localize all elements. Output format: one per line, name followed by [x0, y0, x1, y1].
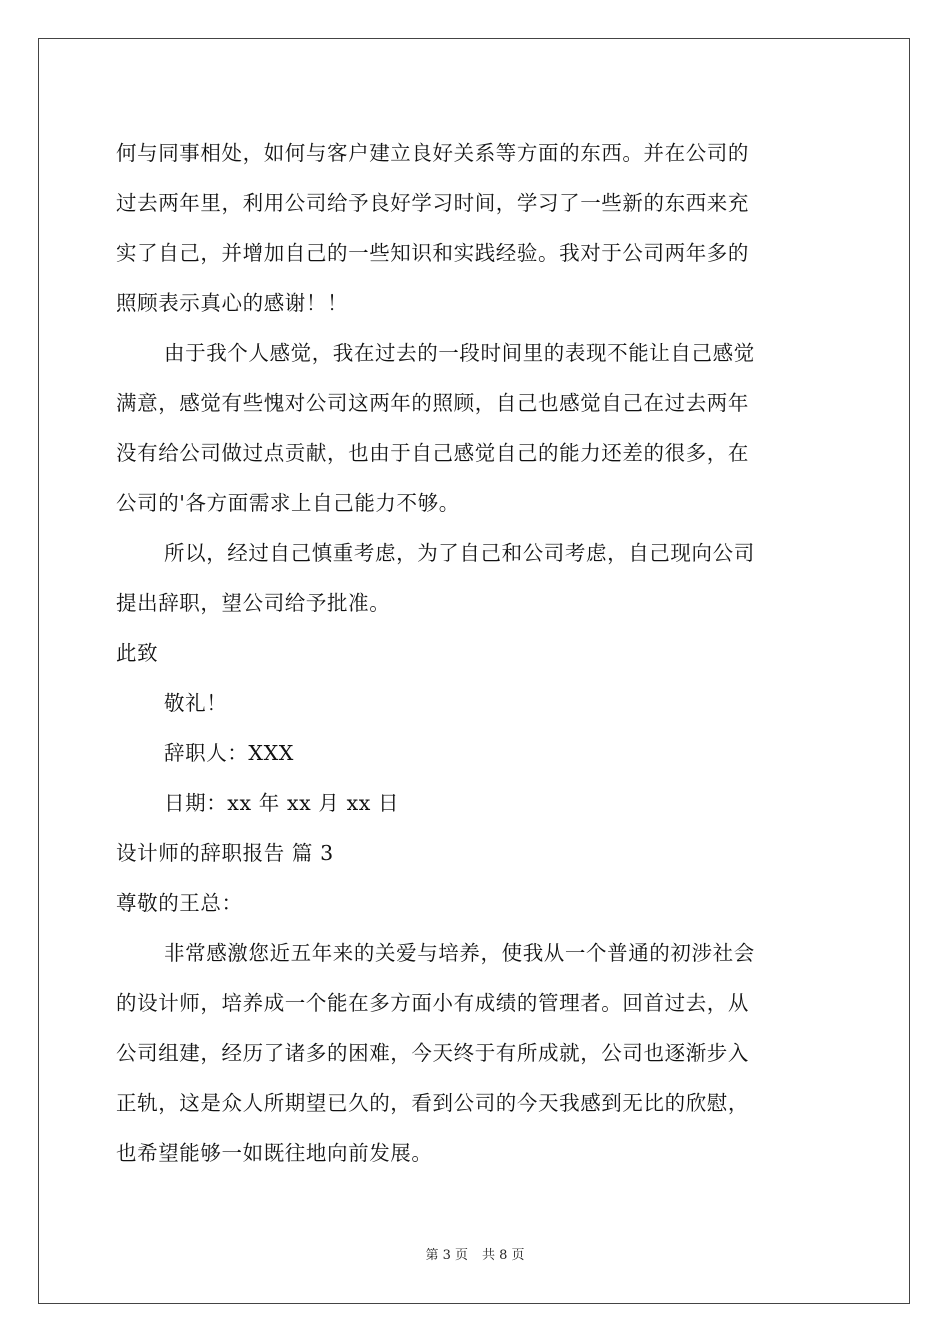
page-footer: [0, 1244, 950, 1263]
paragraph-line: 公司的'各方面需求上自己能力不够。: [116, 491, 460, 515]
document-body: [116, 128, 836, 1178]
paragraph-line: 非常感激您近五年来的关爱与培养，使我从一个普通的初涉社会: [164, 941, 755, 965]
current-page-number: 第 3 页: [425, 1248, 468, 1263]
letter-greeting: 尊敬的王总：: [116, 891, 243, 915]
paragraph-line: 满意，感觉有些愧对公司这两年的照顾，自己也感觉自己在过去两年: [116, 391, 749, 415]
paragraph-line: 由于我个人感觉，我在过去的一段时间里的表现不能让自己感觉: [164, 341, 755, 365]
paragraph-line: 的设计师，培养成一个能在多方面小有成绩的管理者。回首过去，从: [116, 991, 749, 1015]
closing-regards: 敬礼！: [164, 691, 228, 715]
section-heading: 设计师的辞职报告 篇 3: [116, 841, 334, 865]
paragraph-line: 也希望能够一如既往地向前发展。: [116, 1141, 433, 1165]
paragraph-line: 何与同事相处，如何与客户建立良好关系等方面的东西。并在公司的: [116, 141, 749, 165]
paragraph-line: 所以，经过自己慎重考虑，为了自己和公司考虑，自己现向公司: [164, 541, 755, 565]
date-line: 日期：xx 年 xx 月 xx 日: [164, 791, 400, 815]
paragraph-line: 照顾表示真心的感谢！！: [116, 291, 349, 315]
signature-line: 辞职人：XXX: [164, 741, 294, 765]
paragraph-line: 正轨，这是众人所期望已久的，看到公司的今天我感到无比的欣慰，: [116, 1091, 749, 1115]
total-pages: 共 8 页: [482, 1248, 525, 1263]
paragraph-line: 公司组建，经历了诸多的困难，今天终于有所成就，公司也逐渐步入: [116, 1041, 749, 1065]
closing-salutation: 此致: [116, 641, 159, 665]
paragraph-line: 实了自己，并增加自己的一些知识和实践经验。我对于公司两年多的: [116, 241, 749, 265]
paragraph-line: 没有给公司做过点贡献，也由于自己感觉自己的能力还差的很多，在: [116, 441, 749, 465]
paragraph-line: 过去两年里，利用公司给予良好学习时间，学习了一些新的东西来充: [116, 191, 749, 215]
paragraph-line: 提出辞职，望公司给予批准。: [116, 591, 391, 615]
